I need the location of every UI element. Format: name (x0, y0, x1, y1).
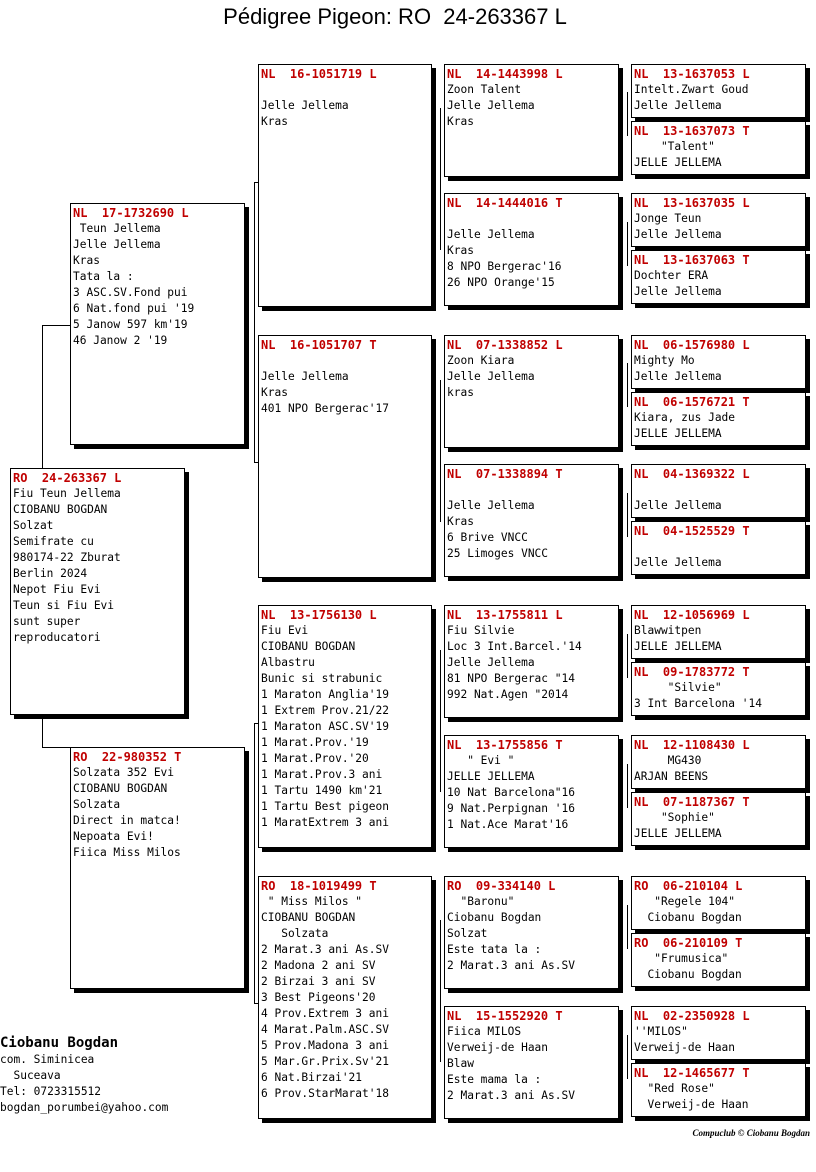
ring-number: NL 07-1338894 T (447, 467, 563, 481)
detail-line: 4 Marat.Palm.ASC.SV (261, 1023, 389, 1036)
pigeon-card-dsd[interactable] (444, 735, 619, 848)
detail-line: 1 Marat.Prov.3 ani (261, 768, 383, 781)
ring-number: NL 12-1465677 T (634, 1066, 750, 1080)
ring-number: NL 07-1187367 T (634, 795, 750, 809)
detail-line: Jelle Jellema (447, 499, 535, 512)
pigeon-card-sds[interactable] (444, 335, 619, 448)
detail-line: sunt super (13, 615, 81, 628)
ring-number: RO 24-263367 L (13, 471, 122, 485)
detail-line: Albastru (261, 656, 315, 669)
pigeon-details (634, 623, 803, 655)
pigeon-details (634, 268, 803, 300)
pigeon-card-subject[interactable] (10, 468, 185, 715)
detail-line: Este tata la : (447, 943, 542, 956)
pigeon-card-sdsd[interactable] (631, 392, 806, 446)
detail-line: Kras (447, 244, 474, 257)
detail-line (447, 211, 616, 227)
detail-line: 6 Nat.fond pui '19 (73, 302, 195, 315)
detail-line: 8 NPO Bergerac'16 (447, 260, 562, 273)
ring-number: NL 07-1338852 L (447, 338, 563, 352)
pigeon-details (447, 82, 616, 130)
ring-number: NL 06-1576980 L (634, 338, 750, 352)
pigeon-card-dss[interactable] (444, 605, 619, 718)
detail-line (447, 482, 616, 498)
detail-line: 10 Nat Barcelona"16 (447, 786, 575, 799)
pigeon-card-ddsd[interactable] (631, 933, 806, 987)
detail-line: 1 Nat.Ace Marat'16 (447, 818, 569, 831)
detail-line: 81 NPO Bergerac "14 (447, 672, 575, 685)
detail-line: Ciobanu Bogdan (447, 911, 542, 924)
detail-line: Verweij-de Haan (447, 1041, 549, 1054)
detail-line: 3 Int Barcelona '14 (634, 697, 762, 710)
ring-number: NL 13-1755856 T (447, 738, 563, 752)
detail-line: 2 Marat.3 ani As.SV (447, 959, 575, 972)
detail-line: Kras (261, 115, 288, 128)
pigeon-details (634, 139, 803, 171)
detail-line: "Sophie" (634, 811, 715, 824)
pigeon-card-ddd[interactable] (444, 1006, 619, 1119)
pigeon-card-sddd[interactable] (631, 521, 806, 575)
detail-line: Ciobanu Bogdan (634, 911, 742, 924)
detail-line: JELLE JELLEMA (634, 640, 722, 653)
detail-line: Nepoata Evi! (73, 830, 154, 843)
detail-line: 26 NPO Orange'15 (447, 276, 555, 289)
detail-line: Zoon Kiara (447, 354, 515, 367)
detail-line: 2 Marat.3 ani As.SV (447, 1089, 575, 1102)
detail-line: Zoon Talent (447, 83, 522, 96)
pigeon-details (261, 894, 429, 1102)
ring-number: RO 18-1019499 T (261, 879, 377, 893)
detail-line: Jelle Jellema (447, 99, 535, 112)
pigeon-card-ssss[interactable] (631, 64, 806, 118)
pigeon-details (261, 623, 429, 831)
ring-number: NL 16-1051707 T (261, 338, 377, 352)
detail-line: Kras (447, 515, 474, 528)
detail-line: 992 Nat.Agen "2014 (447, 688, 569, 701)
detail-line: 25 Limoges VNCC (447, 547, 549, 560)
ring-number: NL 14-1443998 L (447, 67, 563, 81)
pigeon-details (447, 211, 616, 291)
connector-line (627, 363, 628, 407)
detail-line: Mighty Mo (634, 354, 695, 367)
connector-line (440, 650, 441, 792)
ring-number: NL 12-1108430 L (634, 738, 750, 752)
ring-number: NL 06-1576721 T (634, 395, 750, 409)
detail-line: Verweij-de Haan (634, 1041, 736, 1054)
connector-line (254, 723, 255, 1003)
connector-line (627, 764, 628, 808)
pigeon-details (634, 810, 803, 842)
connector-line (42, 325, 70, 326)
pigeon-card-sss[interactable] (444, 64, 619, 177)
connector-line (440, 108, 441, 250)
detail-line: bogdan_porumbei@yahoo.com (0, 1101, 169, 1114)
detail-line: Solzata 352 Evi (73, 766, 175, 779)
connector-line (627, 493, 628, 537)
ring-number: RO 09-334140 L (447, 879, 556, 893)
detail-line: "Regele 104" (634, 895, 736, 908)
detail-line: Ciobanu Bogdan (634, 968, 742, 981)
detail-line: 6 Nat.Birzai'21 (261, 1071, 363, 1084)
connector-line (627, 222, 628, 266)
pigeon-details (634, 353, 803, 385)
detail-line: 1 Tartu 1490 km'21 (261, 784, 383, 797)
pigeon-details (13, 486, 182, 646)
detail-line: "Baronu" (447, 895, 515, 908)
ring-number: NL 13-1755811 L (447, 608, 563, 622)
connector-line (627, 92, 628, 136)
detail-line: Fiica Miss Milos (73, 846, 181, 859)
detail-line: Suceava (0, 1069, 61, 1082)
detail-line: Bunic si strabunic (261, 672, 383, 685)
detail-line: reproducatori (13, 631, 101, 644)
connector-line (42, 715, 43, 747)
detail-line (634, 482, 803, 498)
connector-line (440, 920, 441, 1062)
detail-line: Fiu Evi (261, 624, 309, 637)
detail-line (261, 82, 429, 98)
detail-line: Solzata (73, 798, 121, 811)
detail-line: Blaw (447, 1057, 474, 1070)
pigeon-details (634, 539, 803, 571)
detail-line: 46 Janow 2 '19 (73, 334, 168, 347)
detail-line: 9 Nat.Perpignan '16 (447, 802, 575, 815)
detail-line: 980174-22 Zburat (13, 551, 121, 564)
detail-line: 3 ASC.SV.Fond pui (73, 286, 188, 299)
detail-line: Kiara, zus Jade (634, 411, 736, 424)
detail-line: Dochter ERA (634, 269, 709, 282)
pigeon-details (634, 1024, 803, 1056)
detail-line: Solzat (447, 927, 488, 940)
detail-line: Verweij-de Haan (634, 1098, 749, 1111)
ring-number: NL 02-2350928 L (634, 1009, 750, 1023)
pigeon-card-dsdd[interactable] (631, 792, 806, 846)
detail-line: 5 Mar.Gr.Prix.Sv'21 (261, 1055, 389, 1068)
detail-line: Jelle Jellema (447, 656, 535, 669)
ring-number: NL 13-1637035 L (634, 196, 750, 210)
pigeon-card-dssd[interactable] (631, 662, 806, 716)
detail-line: 1 MaratExtrem 3 ani (261, 816, 389, 829)
detail-line: JELLE JELLEMA (634, 427, 722, 440)
pigeon-card-sire-sire[interactable] (258, 64, 432, 307)
pigeon-details (447, 623, 616, 703)
ring-number: NL 13-1637073 T (634, 124, 750, 138)
ring-number: NL 04-1369322 L (634, 467, 750, 481)
pigeon-card-ssds[interactable] (631, 193, 806, 247)
detail-line: Loc 3 Int.Barcel.'14 (447, 640, 582, 653)
connector-line (440, 380, 441, 522)
ring-number: NL 17-1732690 L (73, 206, 189, 220)
owner-contact (0, 1052, 250, 1116)
pigeon-details (447, 482, 616, 562)
detail-line: Jelle Jellema (634, 556, 722, 569)
detail-line: Berlin 2024 (13, 567, 88, 580)
detail-line: 1 Tartu Best pigeon (261, 800, 389, 813)
detail-line: Fiica MILOS (447, 1025, 522, 1038)
detail-line: 2 Madona 2 ani SV (261, 959, 376, 972)
pigeon-details (634, 211, 803, 243)
detail-line: 1 Marat.Prov.'20 (261, 752, 369, 765)
pigeon-card-sdss[interactable] (631, 335, 806, 389)
detail-line: kras (447, 386, 474, 399)
pigeon-details (447, 353, 616, 401)
ring-number: NL 14-1444016 T (447, 196, 563, 210)
detail-line: CIOBANU BOGDAN (261, 911, 356, 924)
connector-line (627, 905, 628, 949)
page-title: Pédigree Pigeon: RO 24-263367 L (223, 4, 567, 29)
detail-line: Jelle Jellema (634, 285, 722, 298)
detail-line: CIOBANU BOGDAN (261, 640, 356, 653)
owner-block (0, 1034, 250, 1116)
detail-line: Jelle Jellema (447, 370, 535, 383)
pigeon-card-ddss[interactable] (631, 876, 806, 930)
detail-line: Kras (447, 115, 474, 128)
detail-line: Jelle Jellema (634, 499, 722, 512)
detail-line: com. Siminicea (0, 1053, 95, 1066)
ring-number: NL 04-1525529 T (634, 524, 750, 538)
detail-line: "Red Rose" (634, 1082, 715, 1095)
detail-line: 3 Best Pigeons'20 (261, 991, 376, 1004)
pigeon-details (261, 82, 429, 130)
pigeon-details (634, 1081, 803, 1113)
detail-line (261, 353, 429, 369)
pigeon-card-dds[interactable] (444, 876, 619, 989)
detail-line: ''MILOS" (634, 1025, 688, 1038)
pigeon-details (447, 1024, 616, 1104)
ring-number: NL 12-1056969 L (634, 608, 750, 622)
pigeon-details (634, 410, 803, 442)
detail-line: Jelle Jellema (634, 370, 722, 383)
detail-line: Tel: 0723315512 (0, 1085, 102, 1098)
detail-line: 1 Extrem Prov.21/22 (261, 704, 389, 717)
detail-line: Teun si Fiu Evi (13, 599, 115, 612)
detail-line: JELLE JELLEMA (634, 827, 722, 840)
detail-line: Solzata (261, 927, 329, 940)
pigeon-details (634, 753, 803, 785)
detail-line: Fiu Teun Jellema (13, 487, 121, 500)
detail-line: 1 Maraton ASC.SV'19 (261, 720, 389, 733)
pigeon-card-dam-dam[interactable] (258, 876, 432, 1119)
pigeon-card-ssdd[interactable] (631, 250, 806, 304)
detail-line: Intelt.Zwart Goud (634, 83, 749, 96)
detail-line: Kras (73, 254, 100, 267)
pigeon-card-sssd[interactable] (631, 121, 806, 175)
detail-line: "Silvie" (634, 681, 722, 694)
detail-line: Jonge Teun (634, 212, 702, 225)
detail-line: Jelle Jellema (73, 238, 161, 251)
pigeon-details (634, 82, 803, 114)
detail-line: Kras (261, 386, 288, 399)
detail-line: 6 Brive VNCC (447, 531, 528, 544)
connector-line (254, 182, 255, 462)
pigeon-card-sdd[interactable] (444, 464, 619, 577)
ring-number: RO 06-210104 L (634, 879, 743, 893)
pigeon-card-dddd[interactable] (631, 1063, 806, 1117)
detail-line: 5 Prov.Madona 3 ani (261, 1039, 389, 1052)
pigeon-details (634, 680, 803, 712)
connector-line (42, 325, 43, 468)
detail-line: 1 Marat.Prov.'19 (261, 736, 369, 749)
detail-line: 2 Marat.3 ani As.SV (261, 943, 389, 956)
detail-line: MG430 (634, 754, 702, 767)
detail-line: Fiu Silvie (447, 624, 515, 637)
detail-line: Nepot Fiu Evi (13, 583, 101, 596)
detail-line: Jelle Jellema (261, 99, 349, 112)
pigeon-card-sdds[interactable] (631, 464, 806, 518)
ring-number: NL 13-1756130 L (261, 608, 377, 622)
pigeon-card-ssd[interactable] (444, 193, 619, 306)
pigeon-card-sire-dam[interactable] (258, 335, 432, 578)
detail-line: 5 Janow 597 km'19 (73, 318, 188, 331)
detail-line: " Evi " (447, 754, 515, 767)
pigeon-details (73, 765, 242, 861)
pigeon-details (634, 894, 803, 926)
ring-number: NL 13-1637063 T (634, 253, 750, 267)
detail-line: Tata la : (73, 270, 134, 283)
pigeon-details (261, 353, 429, 417)
detail-line: JELLE JELLEMA (634, 156, 722, 169)
pigeon-card-sire[interactable] (70, 203, 245, 445)
ring-number: NL 09-1783772 T (634, 665, 750, 679)
ring-number: RO 06-210109 T (634, 936, 743, 950)
detail-line: Jelle Jellema (447, 228, 535, 241)
detail-line: 1 Maraton Anglia'19 (261, 688, 389, 701)
pigeon-card-ddds[interactable] (631, 1006, 806, 1060)
detail-line: 4 Prov.Extrem 3 ani (261, 1007, 389, 1020)
detail-line: 6 Prov.StarMarat'18 (261, 1087, 389, 1100)
detail-line: Jelle Jellema (261, 370, 349, 383)
ring-number: RO 22-980352 T (73, 750, 182, 764)
pigeon-details (73, 221, 242, 349)
detail-line: 2 Birzai 3 ani SV (261, 975, 376, 988)
detail-line: Semifrate cu (13, 535, 94, 548)
connector-line (627, 1035, 628, 1079)
ring-number: NL 15-1552920 T (447, 1009, 563, 1023)
detail-line: ARJAN BEENS (634, 770, 709, 783)
owner-name: Ciobanu Bogdan (0, 1035, 119, 1051)
detail-line: Direct in matca! (73, 814, 181, 827)
pigeon-card-dam-sire[interactable] (258, 605, 432, 848)
detail-line: Jelle Jellema (634, 99, 722, 112)
detail-line: CIOBANU BOGDAN (73, 782, 168, 795)
connector-line (627, 634, 628, 678)
detail-line: Blawwitpen (634, 624, 702, 637)
detail-line: Este mama la : (447, 1073, 542, 1086)
detail-line: Solzat (13, 519, 54, 532)
pigeon-card-dsss[interactable] (631, 605, 806, 659)
detail-line: Teun Jellema (73, 222, 161, 235)
detail-line: CIOBANU BOGDAN (13, 503, 108, 516)
connector-line (42, 747, 70, 748)
pigeon-card-dam[interactable] (70, 747, 245, 989)
pigeon-details (447, 753, 616, 833)
detail-line: JELLE JELLEMA (447, 770, 535, 783)
ring-number: NL 16-1051719 L (261, 67, 377, 81)
detail-line: "Talent" (634, 140, 715, 153)
pigeon-card-dsds[interactable] (631, 735, 806, 789)
detail-line (634, 539, 803, 555)
detail-line: 401 NPO Bergerac'17 (261, 402, 389, 415)
detail-line: Jelle Jellema (634, 228, 722, 241)
pigeon-details (634, 951, 803, 983)
footer-credit: Compuclub © Ciobanu Bogdan (692, 1128, 810, 1138)
ring-number: NL 13-1637053 L (634, 67, 750, 81)
pigeon-details (447, 894, 616, 974)
detail-line: " Miss Milos " (261, 895, 363, 908)
pigeon-details (634, 482, 803, 514)
detail-line: "Frumusica" (634, 952, 729, 965)
